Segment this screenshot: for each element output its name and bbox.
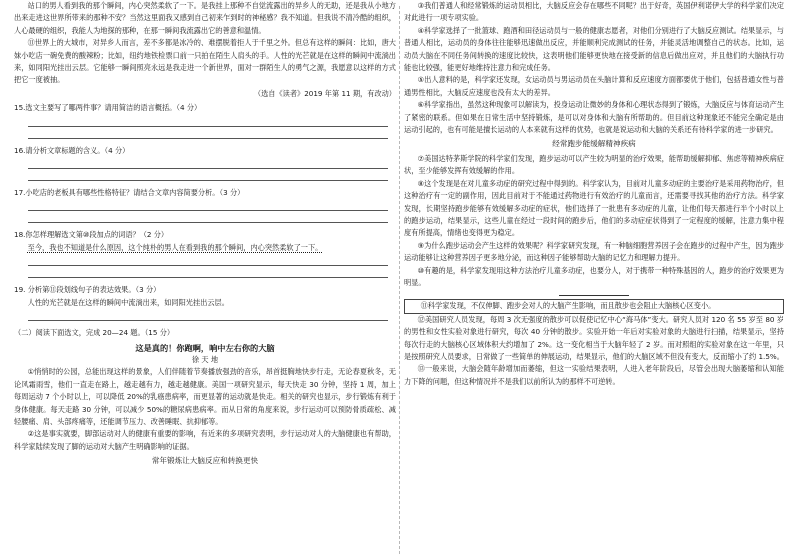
question-19: 19. 分析第⑪段划线句子的表达效果。（3 分） — [14, 285, 161, 295]
article-paragraph-1: ①悄悄时的公园，总能出现这样的景象，人们伴随着节奏播放强劲的音乐，昂首挺胸地快步行走，无论春夏秋冬，无论风霜雨雪，他们一直走在路上，越走越有力，越走越健康。美国一项研究显示，每天快走 30 分钟，坚持 1 周，加上每周运动 7 个小时以上，可以降低 20%的乳癌患病率，而更显著的运动就是快走。相关的研究也显示，步行锻炼有利于身体健康。每天走路 30 分钟，可以减少 50%的糖尿病患病率。而从日常的角度来说，步行运动可以预防骨质疏松、减轻腰痛、肩、头部疼痛等，还能调节压力、改善睡眠、抗抑郁等。 — [14, 367, 396, 426]
article-paragraph-6: ⑥科学家指出，虽然这种现象可以解读为，投身运动让微妙的身体和心理状态得到了锻炼，大脑反应与体育运动产生了紧密的联系。但如果在日常生活中坚持锻炼，是可以对身体和大脑有所帮助的。但目前这种现象还不能完全确定是由运动引起的，也有可能是擅长运动的人本来就有这样的优势，也就是说运动和大脑的关系还有待科学家的进一步研究。 — [404, 100, 784, 135]
question-18-quote: 至今，我也不知道是什么原因，这个纯朴的男人在看到我的那个瞬间，内心突然柔软了一下。 — [27, 242, 323, 252]
article-paragraph-13: ⑬一般来说，大脑会随年龄增加而萎缩，但这一实验结果表明，人进入老年阶段后，尽管会出现大脑萎缩和认知能力下降的问题，但这种情况并不是我们以前所认为的那样不可逆转。 — [404, 364, 784, 386]
article-paragraph-7: ⑦美国达特茅斯学院的科学家们发现，跑步运动可以产生较为明显的治疗效果，能帮助缓解抑郁、焦虑等精神疾病症状，至少能够发挥有效缓解的作用。 — [404, 153, 784, 176]
article-paragraph-5: ⑤出人意料的是，科学家还发现，女运动员与男运动员在头脑计算和反应速度方面都要优于他们，包括普通女性与普通男性相比，大脑反应速度也没有太大的差异。 — [404, 75, 784, 97]
paragraph-11: ⑪世界上的大城市，对异乡人而言，差不多都是冰冷的、难摆脱着拒人于千里之外。但总有这样的瞬间：比如，唐大妹小吃店一碗免费的酸辣粉；比如，纽约地铁检票口前一只拍在陌生人肩头的手。人性的光芒就是在这样的瞬间中流淌出来，如同阳光挂出云层。它能够一瞬间照亮永远是我走进一个新世界，面对一群陌生人的勇气之源，我愿意以这样的方式把它一度被抽。 — [14, 38, 396, 85]
column-divider — [399, 6, 400, 554]
article-author: 徐 天 地 — [191, 354, 219, 364]
question-15: 15.选文主要写了哪两件事？请用简洁的语言概括。（4 分） — [14, 103, 202, 113]
article-title: 这是真的！你跑啊，响中左右你的大脑 — [135, 342, 275, 353]
article-subheading-2: 经常跑步能缓解精神疾病 — [552, 139, 636, 149]
answer-line[interactable] — [28, 169, 388, 181]
article-paragraph-8: ⑧这个发现是在对儿童多动症的研究过程中得到的。科学家认为，目前对儿童多动症的主要治疗是采用药物治疗，但这种治疗有一定的副作用，因此目前对于不能通过药物进行有效治疗的儿童而言，还需要寻找其他的治疗方法。科学家发现，长期坚持跑步能够有效缓解多动症的症状，他们选择了一批患有多动症的儿童，让他们每天都进行半个小时以上的跑步运动，结果显示，这些儿童在经过一段时间的跑步后，他们的多动症症状得到了一定程度的缓解，注意力集中程度有所提高，情绪也变得更为稳定。 — [404, 178, 784, 238]
answer-line[interactable] — [28, 211, 388, 223]
question-19-quote: 人性的光芒就是在这样的瞬间中流淌出来，如同阳光挂出云层。 — [27, 297, 229, 307]
article-paragraph-4: ④科学家选择了一批篮球、跑酒和田径运动员与一般的健康志愿者，对他们分别进行了大脑反应测试。结果显示，与普通人相比，运动员的身体往往能够迅速做出反应，并能顺利完成测试的任务，并能灵活地调整自己的状态。比如，运动员大脑在不同任务间转换的速度比较快，这表明他们能够更快地在接受新的信息后做出应对，并且他们的大脑执行功能也比较强，能更好地维持注意力和完成任务。 — [404, 25, 784, 73]
right-column — [404, 0, 784, 560]
article-paragraph-10: ⑩有趣的是，科学家发现用这种方法治疗儿童多动症，也要分人，对于携带一种特殊基因的人，跑步的治疗效果更为明显。 — [404, 265, 784, 287]
answer-line[interactable] — [28, 266, 388, 278]
answer-line[interactable] — [28, 309, 388, 321]
left-column — [14, 0, 400, 560]
blank-title-line[interactable] — [559, 295, 629, 296]
answer-line[interactable] — [28, 254, 388, 266]
question-18: 18.你怎样理解选文第⑩段加点的词语？（2 分） — [14, 230, 169, 240]
article-paragraph-3: ③我们普通人和经常锻炼的运动员相比，大脑反应会存在哪些不同呢？出于好奇，英国伊利诺伊大学的科学家们决定对此进行一项专项实验。 — [404, 1, 784, 23]
question-16: 16.请分析文章标题的含义。（4 分） — [14, 145, 130, 155]
answer-line[interactable] — [28, 157, 388, 169]
article-paragraph-2: ②这是事实就要，脚部运动对人的健康有重要的影响，有近来的多项研究表明，步行运动对人的大脑健康也有帮助，科学家陆续发现了脚的运动对大脑产生明确影响的证据。 — [14, 429, 396, 451]
answer-line[interactable] — [28, 115, 388, 127]
answer-line[interactable] — [28, 127, 388, 139]
question-17: 17.小吃店的老板具有哪些性格特征？请结合文章内容简要分析。（3 分） — [14, 188, 245, 198]
article-paragraph-11: ⑪科学家发现，不仅伸脚、跑步会对人的大脑产生影响，而且散步也会阻止大脑核心区变小。 — [404, 299, 784, 313]
article-paragraph-9: ⑨为什么跑步运动会产生这样的效果呢？科学家研究发现，有一种脑细胞营养因子会在跑步的过程中产生，因为跑步运动能够让这种营养因子更多地分泌，而这种因子能够帮助大脑的记忆力和理解力提升。 — [404, 240, 784, 263]
article-subheading-1: 常年锻炼让大脑反应和转换更快 — [151, 456, 259, 466]
article-paragraph-12: ⑫美国研究人员发现，每周 3 次无强度的散步可以促使记忆中心“海马体”变大。研究人员对 120 名 55 岁至 80 岁的男性和女性实验对象进行研究，每次 40 分钟的散步。实验开始一年后对实验对象的大脑进行扫描，结果显示，坚持每次行走的大脑核心区域体积大约增加了 2%。这一变化相当于大脑年轻了 2 岁。而对照组的实验对象在这一年里，只是按照研究人员要求，日常做了一些简单的伸展运动，结果显示，他们的大脑区域不但没有变大，反而缩小了约 1.5%。 — [404, 314, 785, 361]
source-note: （选自《读者》2019 年第 11 期，有改动） — [253, 88, 396, 98]
answer-line[interactable] — [28, 199, 388, 211]
section-2-heading: （二）阅读下面选文，完成 20—24 题。（15 分） — [14, 328, 175, 338]
paragraph-10: 站口的男人看到我的那个瞬间，内心突然柔软了一下。是我挂上那种不自觉流露出的异乡人的无助，还是我从小地方出来走进这世界所带来的那种不安？当然这里面我又感到自己初来乍到时的神秘感？我不知道。但我说不清冷酷的组织，人心最硬的组织，我能人为地探的那种，在那一瞬间我流露出它的善意和温情。 — [14, 1, 396, 35]
